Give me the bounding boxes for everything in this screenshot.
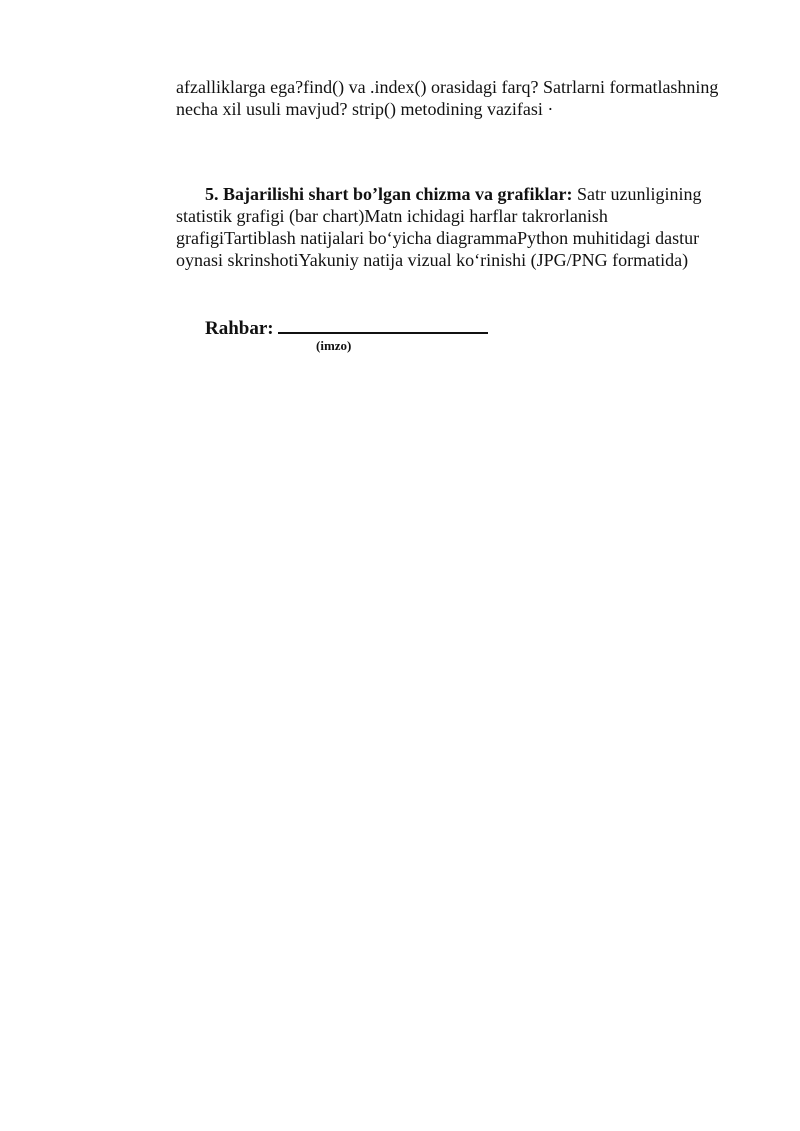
signature-label: Rahbar: bbox=[205, 318, 274, 339]
signature-line bbox=[278, 316, 488, 334]
signature-caption: (imzo) bbox=[316, 338, 352, 353]
section-5-body: Satr uzunligining statistik grafigi (bar chart)Matn ichidagi harflar takrorlanish grafigiTartiblash natijalari bo‘yicha diagrammaPython muhitidagi dastur oynasi skrinshotiYakuniy natija vizual ko‘rinishi (JPG/PNG formatida) bbox=[176, 184, 702, 270]
section-5-paragraph bbox=[176, 183, 726, 271]
paragraph-questions: afzalliklarga ega?find() va .index() orasidagi farq? Satrlarni formatlashning necha xil usuli mavjud? strip() metodining vazifasi · bbox=[176, 77, 719, 119]
signature-row bbox=[205, 316, 488, 340]
section-5-heading: 5. Bajarilishi shart bo’lgan chizma va grafiklar: bbox=[205, 184, 573, 204]
